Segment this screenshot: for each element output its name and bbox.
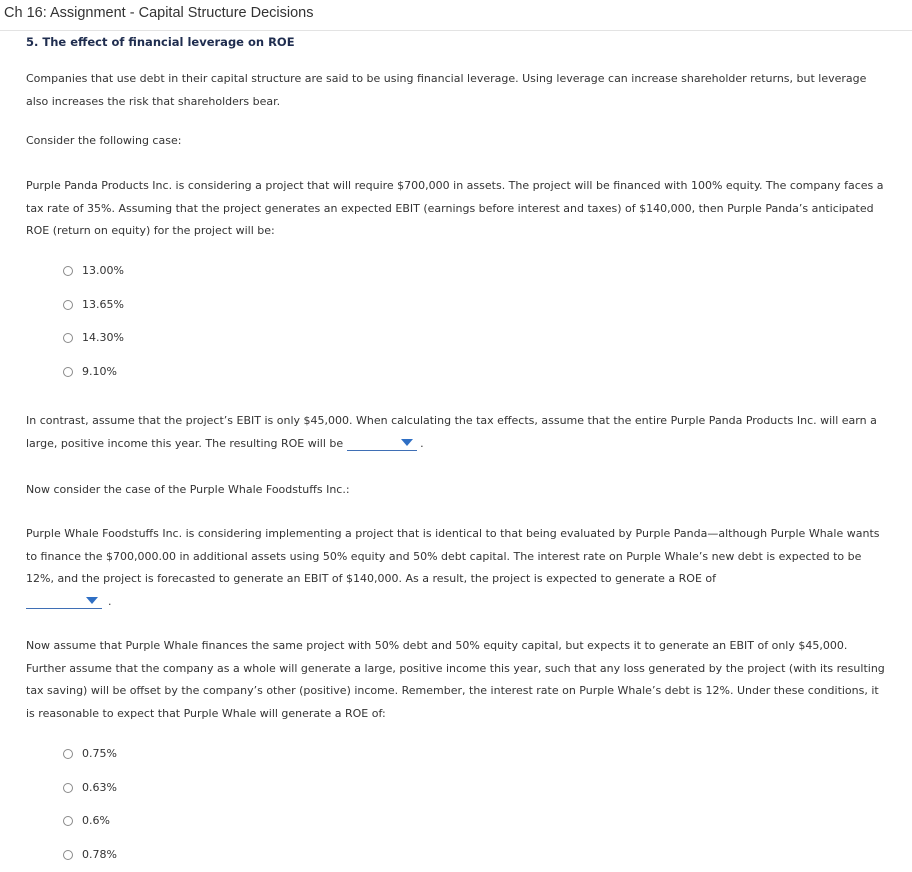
option-0-63[interactable] xyxy=(63,781,117,794)
option-14-30[interactable] xyxy=(63,331,124,344)
radio-button[interactable] xyxy=(63,783,73,793)
radio-button[interactable] xyxy=(63,367,73,377)
radio-button[interactable] xyxy=(63,850,73,860)
roe-dropdown-1[interactable] xyxy=(347,436,417,451)
radio-button[interactable] xyxy=(63,300,73,310)
consider2-text: Now consider the case of the Purple Whale Foodstuffs Inc.: xyxy=(26,483,350,496)
assignment-header xyxy=(0,0,912,31)
option-label: 0.6% xyxy=(82,814,110,827)
case3-paragraph: Now assume that Purple Whale finances the same project with 50% debt and 50% equity capital, but expects it to generate an EBIT of only $45,000. Further assume that the company as a whole will generate a large, positive income this year, such that any loss generated by the project (with its resulting tax saving) will be offset by the company’s other (positive) income. Remember, the interest rate on Purple Whale’s debt is 12%. Under these conditions, it is reasonable to expect that Purple Whale will generate a ROE of: xyxy=(26,639,885,720)
option-0-75[interactable] xyxy=(63,747,117,760)
option-0-78[interactable] xyxy=(63,848,117,861)
roe-dropdown-2[interactable] xyxy=(26,594,102,609)
option-13-00[interactable] xyxy=(63,264,124,277)
case2-text: Purple Whale Foodstuffs Inc. is considering implementing a project that is identical to that being evaluated by Purple Panda—although Purple Whale wants to finance the $700,000.00 in additional assets using 50% equity and 50% debt capital. The interest rate on Purple Whale’s new debt is expected to be 12%, and the project is forecasted to generate an EBIT of $140,000. As a result, the project is expected to generate a ROE of xyxy=(26,527,880,585)
case1-paragraph: Purple Panda Products Inc. is considering a project that will require $700,000 in assets. The project will be financed with 100% equity. The company faces a tax rate of 35%. Assuming that the project generates an expected EBIT (earnings before interest and taxes) of $140,000, then Purple Panda’s anticipated ROE (return on equity) for the project will be: xyxy=(26,179,884,237)
contrast-text: In contrast, assume that the project’s EBIT is only $45,000. When calculating the tax effects, assume that the entire Purple Panda Products Inc. will earn a large, positive income this year. The resulting ROE will be xyxy=(26,414,877,450)
question-title: 5. The effect of financial leverage on ROE xyxy=(26,35,295,49)
chevron-down-icon xyxy=(86,597,98,604)
contrast-paragraph xyxy=(26,410,886,455)
period: . xyxy=(108,594,112,608)
option-13-65[interactable] xyxy=(63,298,124,311)
radio-button[interactable] xyxy=(63,816,73,826)
consider-text: Consider the following case: xyxy=(26,134,182,147)
option-label: 13.00% xyxy=(82,264,124,277)
option-label: 13.65% xyxy=(82,298,124,311)
option-0-6[interactable] xyxy=(63,814,110,827)
option-label: 0.63% xyxy=(82,781,117,794)
intro-paragraph: Companies that use debt in their capital structure are said to be using financial leverage. Using leverage can increase shareholder returns, but leverage also increases the risk that shareholders bear. xyxy=(26,72,867,108)
chevron-down-icon xyxy=(401,439,413,446)
case2-paragraph xyxy=(26,523,886,613)
radio-button[interactable] xyxy=(63,333,73,343)
radio-button[interactable] xyxy=(63,749,73,759)
radio-button[interactable] xyxy=(63,266,73,276)
option-label: 0.78% xyxy=(82,848,117,861)
option-label: 9.10% xyxy=(82,365,117,378)
option-label: 0.75% xyxy=(82,747,117,760)
option-label: 14.30% xyxy=(82,331,124,344)
assignment-title: Ch 16: Assignment - Capital Structure Decisions xyxy=(4,5,314,21)
period: . xyxy=(420,436,424,450)
option-9-10[interactable] xyxy=(63,365,117,378)
